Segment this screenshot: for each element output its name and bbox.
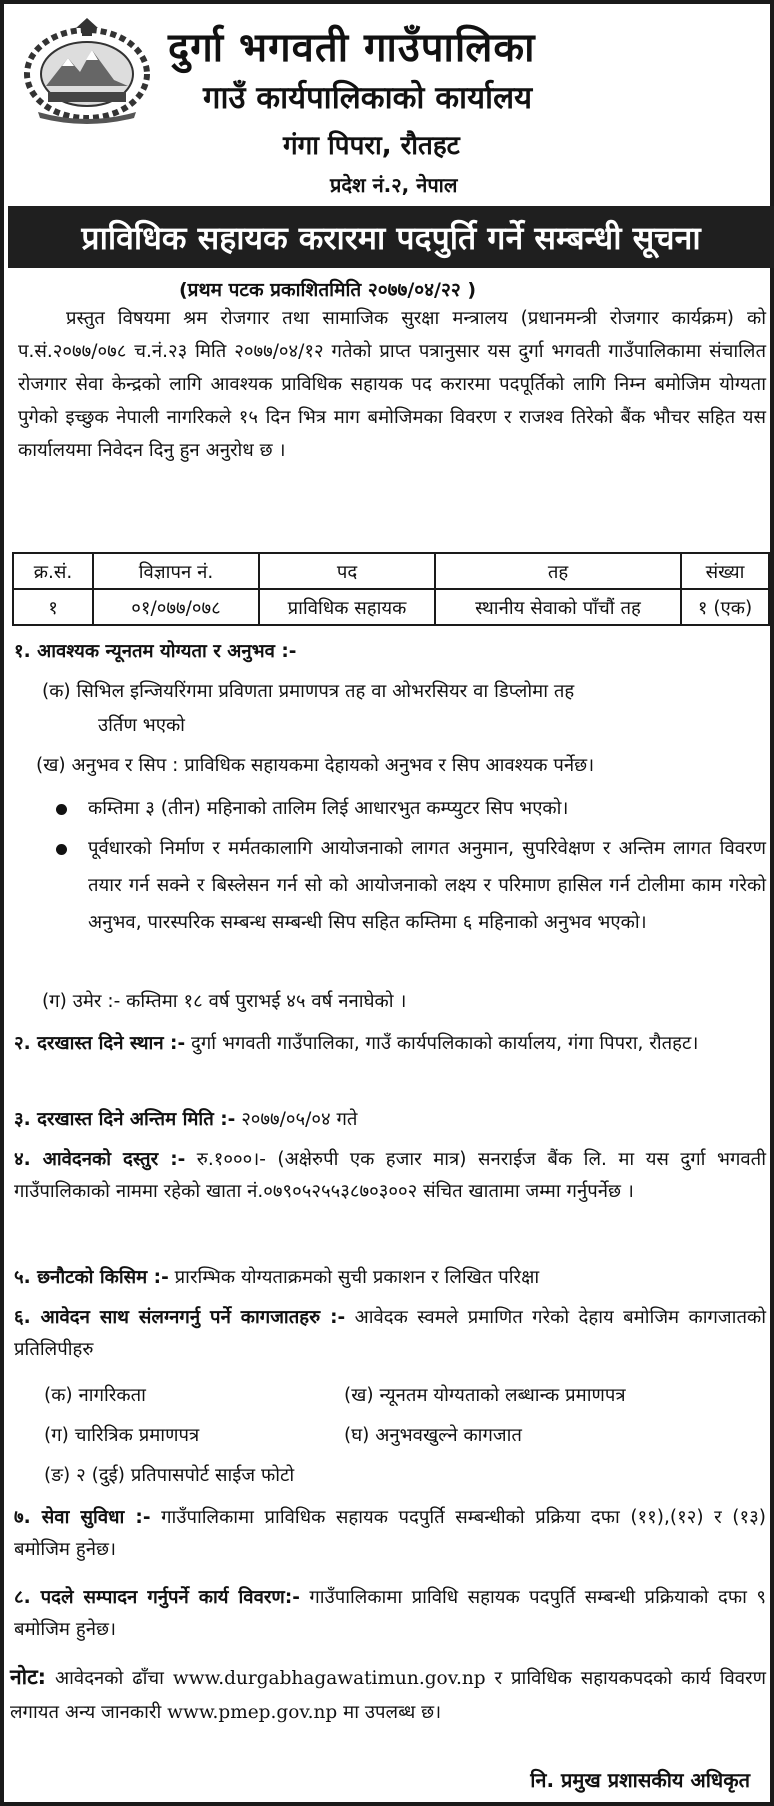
qualification-ka-cont: उर्तिण भएको bbox=[98, 715, 185, 736]
section-7 bbox=[14, 1502, 766, 1566]
table-header: तह bbox=[435, 553, 681, 589]
notice-title: प्राविधिक सहायक करारमा पदपुर्ति गर्ने सम्बन्धी सूचना bbox=[8, 206, 774, 268]
section-5 bbox=[14, 1262, 766, 1294]
section-7-text: गाउँपालिकामा प्राविधिक सहायक पदपुर्ति सम्बन्धीको प्रक्रिया दफा (११),(१२) र (१३) बमोजिम हुनेछ। bbox=[14, 1507, 766, 1560]
table-header: क्र.सं. bbox=[13, 553, 93, 589]
qualification-kha: (ख) अनुभव र सिप : प्राविधिक सहायकमा देहायको अनुभव र सिप आवश्यक पर्नेछ। bbox=[36, 755, 595, 776]
table-header: पद bbox=[259, 553, 435, 589]
municipality-website-link[interactable]: www.durgabhagawatimun.gov.np bbox=[172, 1668, 486, 1689]
bullet-item-2 bbox=[88, 830, 766, 941]
document-gha: (घ) अनुभवखुल्ने कागजात bbox=[344, 1425, 522, 1446]
section-6-title: ६. आवेदन साथ संलग्नगर्नु पर्ने कागजातहरु :- bbox=[14, 1307, 346, 1328]
table-cell: १ bbox=[13, 589, 93, 625]
section-4 bbox=[14, 1144, 766, 1208]
section-8 bbox=[14, 1582, 766, 1646]
qualification-ga: (ग) उमेर :- कम्तिमा १८ वर्ष पुराभई ४५ वर्ष ननाघेको । bbox=[42, 991, 407, 1012]
section-8-text: गाउँपालिकामा प्राविधि सहायक पदपुर्ति सम्बन्धी प्रक्रियाको दफा ९ बमोजिम हुनेछ। bbox=[14, 1587, 766, 1640]
document-nga: (ङ) २ (दुई) प्रतिपासपोर्ट साईज फोटो bbox=[44, 1465, 295, 1486]
section-6-text: आवेदक स्वमले प्रमाणित गरेको देहाय बमोजिम कागजातको प्रतिलिपीहरु bbox=[14, 1307, 766, 1360]
province: प्रदेश नं.२, नेपाल bbox=[330, 173, 458, 197]
document-ka: (क) नागरिकता bbox=[44, 1385, 146, 1406]
document-kha: (ख) न्यूनतम योग्यताको लब्धान्क प्रमाणपत्र bbox=[344, 1385, 626, 1406]
qualification-ka: (क) सिभिल इन्जियरिंगमा प्रविणता प्रमाणपत्र तह वा ओभरसियर वा डिप्लोमा तह bbox=[42, 681, 575, 702]
pmep-website-link[interactable]: www.pmep.gov.np bbox=[167, 1702, 338, 1723]
note-label: नोट: bbox=[10, 1665, 47, 1689]
note-text-c: मा उपलब्ध छ। bbox=[343, 1702, 442, 1723]
nepal-emblem-icon bbox=[18, 14, 156, 124]
note bbox=[10, 1660, 766, 1730]
section-3-text: २०७७/०५/०४ गते bbox=[241, 1109, 358, 1130]
section-2-text: दुर्गा भगवती गाउँपालिका, गाउँ कार्यपलिकाको कार्यालय, गंगा पिपरा, रौतहट। bbox=[191, 1033, 699, 1054]
signature-title: नि. प्रमुख प्रशासकीय अधिकृत bbox=[530, 1768, 750, 1792]
section-8-title: ८. पदले सम्पादन गर्नुपर्ने कार्य विवरण:- bbox=[14, 1587, 300, 1608]
table-cell: स्थानीय सेवाको पाँचौं तह bbox=[435, 589, 681, 625]
vacancy-table bbox=[12, 552, 770, 626]
office-name: गाउँ कार्यपालिकाको कार्यालय bbox=[203, 80, 533, 116]
section-3 bbox=[14, 1104, 766, 1136]
section-7-title: ७. सेवा सुविधा :- bbox=[14, 1507, 151, 1528]
table-header: विज्ञापन नं. bbox=[93, 553, 259, 589]
table-cell: ०१/०७७/०७८ bbox=[93, 589, 259, 625]
section-4-text: रु.१०००।- (अक्षेरुपी एक हजार मात्र) सनराईज बैंक लि. मा यस दुर्गा भगवती गाउँपालिकाको नाममा रहेको खाता नं.०७९०५२५५३८७०३००२ संचित खातामा जम्मा गर्नुपर्नेछ । bbox=[14, 1149, 766, 1202]
bullet-dot-icon bbox=[56, 844, 67, 855]
intro-section bbox=[18, 302, 766, 467]
table-cell: प्राविधिक सहायक bbox=[259, 589, 435, 625]
section-3-title: ३. दरखास्त दिने अन्तिम मिति :- bbox=[14, 1109, 236, 1130]
section-5-title: ५. छनौटको किसिम :- bbox=[14, 1267, 169, 1288]
section-2-title: २. दरखास्त दिने स्थान :- bbox=[14, 1033, 186, 1054]
document-ga: (ग) चारित्रिक प्रमाणपत्र bbox=[44, 1425, 200, 1446]
section-5-text: प्रारम्भिक योग्यताक्रमको सुची प्रकाशन र लिखित परिक्षा bbox=[174, 1267, 540, 1288]
table-row bbox=[13, 589, 769, 625]
municipality-name: दुर्गा भगवती गाउँपालिका bbox=[168, 25, 536, 71]
section-6 bbox=[14, 1302, 766, 1366]
note-text-b: र प्राविधिक सहायकपदको कार्य विवरण लगायत अन्य जानकारी bbox=[10, 1668, 766, 1723]
note-text-a: आवेदनको ढाँचा bbox=[55, 1668, 164, 1689]
bullet-dot-icon bbox=[56, 804, 67, 815]
table-header-row bbox=[13, 553, 769, 589]
published-date: (प्रथम पटक प्रकाशितमिति २०७७/०४/२२ ) bbox=[179, 279, 477, 301]
intro-paragraph: प्रस्तुत विषयमा श्रम रोजगार तथा सामाजिक सुरक्षा मन्त्रालय (प्रधानमन्त्री रोजगार कार्यक्रम) को प.सं.२०७७/०७८ च.नं.२३ मिति २०७७/०४/१२ गतेको प्राप्त पत्रानुसार यस दुर्गा भगवती गाउँपालिकामा संचालित रोजगार सेवा केन्द्रको लागि आवश्यक प्राविधिक सहायक पद करारमा पदपूर्तिको लागि निम्न बमोजिम योग्यता पुगेको इच्छुक नेपाली नागरिकले १५ दिन भित्र माग बमोजिमका विवरण र राजश्व तिरेको बैंक भौचर सहित यस कार्यालयमा निवेदन दिनु हुन अनुरोध छ । bbox=[18, 308, 766, 461]
section-1-title: १. आवश्यक न्यूनतम योग्यता र अनुभव :- bbox=[14, 641, 297, 662]
table-cell: १ (एक) bbox=[681, 589, 769, 625]
section-2 bbox=[14, 1028, 766, 1060]
bullet-text: कम्तिमा ३ (तीन) महिनाको तालिम लिई आधारभुत कम्प्युटर सिप भएको। bbox=[88, 798, 569, 819]
section-4-title: ४. आवेदनको दस्तुर :- bbox=[14, 1149, 186, 1170]
table-header: संख्या bbox=[681, 553, 769, 589]
header bbox=[8, 8, 774, 200]
bullet-item-1 bbox=[88, 790, 766, 827]
bullet-text: पूर्वधारको निर्माण र मर्मतकालागि आयोजनाको लागत अनुमान, सुपरिवेक्षण र अन्तिम लागत विवरण तयार गर्न सक्ने र बिस्लेसन गर्न सो को आयोजनाको लक्ष्य र परिमाण हासिल गर्न टोलीमा काम गरेको अनुभव, पारस्परिक सम्बन्ध सम्बन्धी सिप सहित कम्तिमा ६ महिनाको अनुभव भएको। bbox=[88, 838, 766, 933]
office-address: गंगा पिपरा, रौतहट bbox=[283, 131, 460, 161]
